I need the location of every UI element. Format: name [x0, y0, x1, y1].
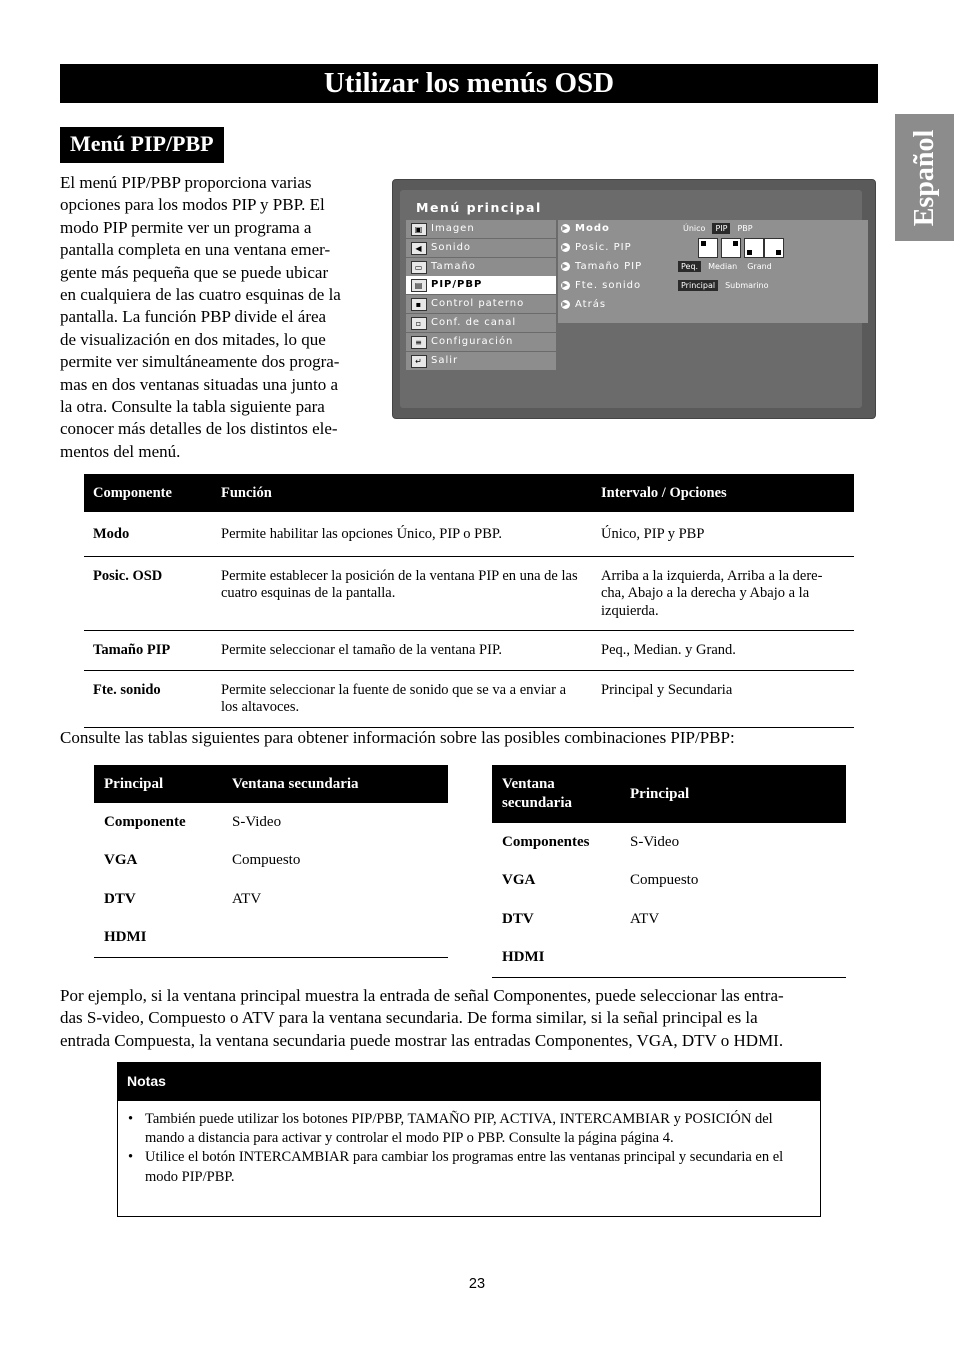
intro-line: conocer más detalles de los distintos ele- — [60, 419, 338, 439]
example-line: entrada Compuesta, la ventana secundaria puede mostrar las entradas Componentes, VGA, DTV o HDMI. — [60, 1030, 784, 1050]
cell-secondary: Componentes — [502, 833, 590, 850]
function-table — [84, 474, 854, 728]
column-header: Ventana secundaria — [222, 765, 448, 803]
cell-options: Peq., Median. y Grand. — [592, 631, 854, 671]
intro-line: pantalla completa en una ventana emer- — [60, 240, 331, 260]
cell-component: Tamaño PIP — [84, 631, 212, 671]
cell-function: Permite seleccionar el tamaño de la ventana PIP. — [212, 631, 592, 671]
settings-icon: ≡ — [411, 336, 427, 349]
cell-principal: DTV — [104, 890, 136, 907]
osd-sub-item-tamano-pip[interactable]: ▶ Tamaño PIP — [562, 261, 643, 272]
osd-sub-item-modo[interactable]: ▶ Modo — [562, 223, 610, 234]
cell-secondary: S-Video — [232, 813, 282, 830]
language-tab-label: Español — [908, 129, 940, 226]
osd-menu-item-configuracion[interactable] — [406, 333, 556, 351]
page-number: 23 — [468, 1276, 486, 1292]
page-title: Utilizar los menús OSD — [60, 64, 878, 103]
cell-principal: S-Video — [630, 833, 680, 850]
osd-position-top-left[interactable] — [698, 238, 718, 258]
column-header: Función — [212, 474, 592, 512]
osd-menu-item-tamano[interactable] — [406, 258, 556, 276]
column-header: Intervalo / Opciones — [592, 474, 854, 512]
section-title: Menú PIP/PBP — [60, 127, 224, 163]
intro-line: en cualquiera de las cuatro esquinas de la — [60, 285, 341, 305]
table-row — [492, 823, 846, 862]
intro-line: El menú PIP/PBP proporciona varias — [60, 173, 312, 192]
note-item: • También puede utilizar los botones PIP/PBP, TAMAÑO PIP, ACTIVA, INTERCAMBIAR y POSICIÓN del mando a distancia para activar y controlar el modo PIP o PBP. Consulte la página página 4. — [145, 1110, 820, 1148]
cell-secondary — [222, 919, 448, 958]
cell-principal: Compuesto — [630, 872, 699, 889]
osd-panel — [400, 190, 862, 408]
osd-menu-item-sonido[interactable] — [406, 239, 556, 257]
table-row — [492, 939, 846, 978]
osd-submenu — [558, 220, 868, 323]
osd-position-bottom-left[interactable] — [744, 238, 764, 258]
pip-combination-table — [94, 765, 448, 958]
cell-secondary: Compuesto — [232, 852, 301, 869]
osd-sub-item-fte-sonido[interactable]: ▶ Fte. sonido — [562, 280, 642, 291]
chevron-right-icon: ▶ — [562, 280, 569, 289]
osd-main-menu — [406, 220, 556, 370]
osd-option-pbp[interactable]: PBP — [737, 224, 753, 233]
osd-option-principal[interactable]: Principal — [678, 280, 718, 291]
chevron-right-icon: ▶ — [562, 261, 569, 270]
example-line: Por ejemplo, si la ventana principal muestra la entrada de señal Componentes, puede seleccionar las entra- — [60, 986, 784, 1005]
cell-function: Permite establecer la posición de la ventana PIP en una de las cuatro esquinas de la pantalla. — [212, 556, 592, 631]
example-paragraph — [60, 985, 882, 1052]
table-row — [84, 670, 854, 727]
cell-secondary: ATV — [232, 890, 262, 907]
cell-options: Arriba a la izquierda, Arriba a la dere-cha, Abajo a la derecha y Abajo a la izquierda. — [592, 556, 854, 631]
osd-option-grand[interactable]: Grand — [747, 262, 772, 271]
table-row — [84, 556, 854, 631]
table-row — [94, 880, 448, 919]
osd-sound-options — [678, 280, 776, 291]
osd-size-options — [678, 261, 779, 272]
osd-sub-item-atras[interactable]: ▶ Atrás — [562, 299, 607, 310]
intro-paragraph — [60, 172, 378, 463]
table-row — [84, 631, 854, 671]
osd-sub-item-posic-pip[interactable]: ▶ Posic. PIP — [562, 242, 632, 253]
table-row — [84, 512, 854, 556]
cell-secondary: DTV — [502, 910, 534, 927]
example-line: das S-video, Compuesto o ATV para la ventana secundaria. De forma similar, si la señal principal es la — [60, 1008, 758, 1028]
table-row — [94, 803, 448, 842]
cell-principal — [620, 939, 846, 978]
cell-function: Permite seleccionar la fuente de sonido que se va a enviar a los altavoces. — [212, 670, 592, 727]
intro-line: modo PIP permite ver un programa a — [60, 217, 312, 237]
picture-icon: ▣ — [411, 223, 427, 236]
note-item: • Utilice el botón INTERCAMBIAR para cambiar los programas entre las ventanas principal y secundaria en el modo PIP/PBP. — [145, 1148, 820, 1186]
table-header-row — [84, 474, 854, 512]
osd-title: Menú principal — [416, 200, 542, 215]
osd-menu-label: PIP/PBP — [431, 279, 483, 291]
table-row — [94, 919, 448, 958]
table-row — [492, 900, 846, 939]
chevron-right-icon: ▶ — [562, 223, 569, 232]
intro-line: pantalla. La función PBP divide el área — [60, 307, 327, 327]
table-header-row — [94, 765, 448, 803]
cell-component: Posic. OSD — [84, 556, 212, 631]
notes-list — [118, 1110, 820, 1187]
notes-title: Notas — [118, 1063, 820, 1101]
osd-menu-item-salir[interactable] — [406, 352, 556, 370]
osd-option-peq[interactable]: Peq. — [678, 261, 701, 272]
cell-principal: ATV — [630, 910, 660, 927]
osd-menu-label: Tamaño — [431, 260, 476, 272]
column-header: Componente — [84, 474, 212, 512]
cell-component: Fte. sonido — [84, 670, 212, 727]
chevron-right-icon: ▶ — [562, 242, 569, 251]
intro-line: gente más pequeña que se puede ubicar — [60, 262, 329, 282]
osd-menu-label: Sonido — [431, 241, 472, 253]
notes-box — [117, 1062, 821, 1217]
intro-line: mentos del menú. — [60, 441, 181, 461]
osd-screenshot — [392, 179, 876, 419]
cell-secondary: VGA — [502, 872, 536, 889]
exit-icon: ↵ — [411, 355, 427, 368]
column-header: Principal — [94, 765, 222, 803]
table-row — [94, 842, 448, 881]
intro-line: mas en dos ventanas situadas una junto a — [60, 374, 339, 394]
osd-menu-label: Salir — [431, 354, 459, 366]
pip-icon: ▤ — [411, 279, 427, 292]
intro-line: la otra. Consulte la tabla siguiente para — [60, 397, 325, 417]
intro-line: opciones para los modos PIP y PBP. El — [60, 195, 325, 215]
osd-position-top-right[interactable] — [721, 238, 741, 258]
osd-menu-item-control-paterno[interactable] — [406, 295, 556, 313]
column-header: Principal — [620, 765, 846, 823]
osd-option-median[interactable]: Median — [708, 262, 738, 271]
intro-line: de visualización en dos mitades, lo que — [60, 329, 326, 349]
intro-line: permite ver simultáneamente dos progra- — [60, 352, 340, 372]
cell-function: Permite habilitar las opciones Único, PIP o PBP. — [212, 512, 592, 556]
table-header-row — [492, 765, 846, 823]
column-header: Ventana secundaria — [492, 765, 620, 823]
osd-option-pip[interactable]: PIP — [712, 223, 730, 234]
aspect-icon: ▭ — [411, 261, 427, 274]
osd-menu-label: Configuración — [431, 335, 514, 347]
cell-secondary: HDMI — [492, 939, 620, 978]
osd-position-bottom-right[interactable] — [764, 238, 784, 258]
osd-menu-label: Control paterno — [431, 298, 525, 310]
combination-intro: Consulte las tablas siguientes para obtener información sobre las posibles combinaciones PIP/PBP: — [60, 728, 735, 747]
language-tab — [895, 114, 954, 241]
cell-principal: Componente — [104, 813, 186, 830]
osd-menu-item-conf-canal[interactable] — [406, 314, 556, 332]
lock-icon: ▪ — [411, 298, 427, 311]
cell-component: Modo — [84, 512, 212, 556]
table-row — [492, 862, 846, 901]
cell-options: Principal y Secundaria — [592, 670, 854, 727]
cell-options: Único, PIP y PBP — [592, 512, 854, 556]
cell-principal: VGA — [104, 852, 138, 869]
osd-option-unico[interactable]: Único — [683, 224, 706, 233]
cell-principal: HDMI — [94, 919, 222, 958]
pbp-combination-table — [492, 765, 846, 978]
osd-menu-label: Conf. de canal — [431, 316, 517, 328]
osd-option-submarino[interactable]: Submarino — [725, 281, 769, 290]
chevron-right-icon: ▶ — [562, 299, 569, 308]
speaker-icon: ◀ — [411, 242, 427, 255]
osd-mode-options — [680, 223, 760, 234]
channel-icon: ▫ — [411, 317, 427, 330]
osd-menu-item-pip-pbp[interactable] — [406, 276, 556, 294]
osd-menu-item-imagen[interactable] — [406, 220, 556, 238]
osd-menu-label: Imagen — [431, 223, 475, 234]
